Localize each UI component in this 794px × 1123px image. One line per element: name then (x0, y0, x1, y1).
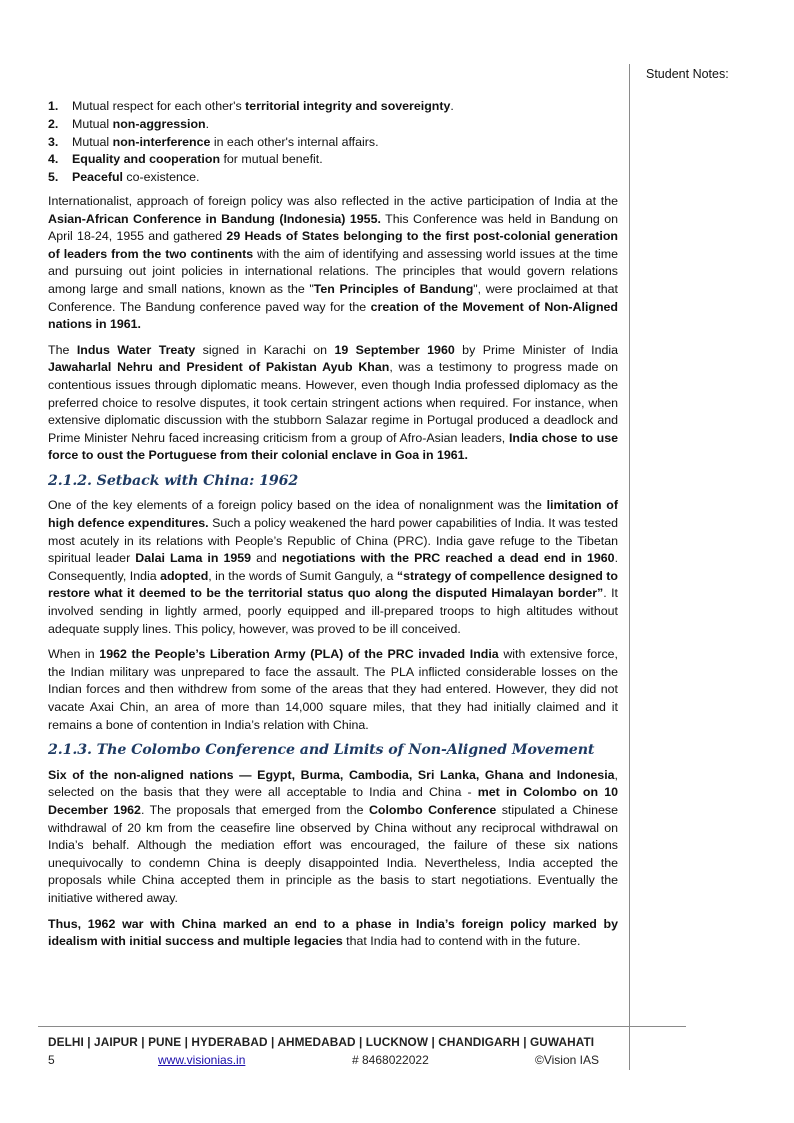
text-run: . Consequently, India (48, 551, 619, 583)
text-run: co-existence. (122, 170, 200, 185)
body-paragraph (48, 193, 618, 334)
principle-item (48, 134, 618, 152)
body-paragraph (48, 646, 618, 734)
text-run: for mutual benefit. (220, 152, 323, 167)
text-run: Mutual (72, 134, 113, 149)
emphasis-text: Peaceful (72, 170, 123, 185)
text-run: , selected on the basis that they were all acceptable to India and China - (48, 767, 618, 800)
emphasis-text: 29 Heads of States belonging to the first post-colonial generation of leaders from the two continents (48, 229, 618, 261)
emphasis-text: India chose to use force to oust the Portuguese from their colonial enclave in Goa in 1961. (48, 430, 618, 463)
emphasis-text: Dalai Lama in 1959 (135, 551, 252, 566)
text-run: . (450, 99, 454, 113)
principles-list (48, 98, 618, 187)
section-heading-colombo-conference: 2.1.3. The Colombo Conference and Limits of Non-Aligned Movement (48, 742, 595, 759)
body-paragraph (48, 497, 618, 638)
emphasis-text: met in Colombo on 10 December 1962 (48, 785, 618, 817)
footer-cities: DELHI | JAIPUR | PUNE | HYDERABAD | AHMEDABAD | LUCKNOW | CHANDIGARH | GUWAHATI (48, 1035, 595, 1049)
principle-item (48, 116, 618, 134)
emphasis-text: Jawaharlal Nehru and President of Pakistan Ayub Khan (48, 360, 390, 375)
page-number: 5 (48, 1053, 55, 1067)
emphasis-text: 1962 the People’s Liberation Army (PLA) of the PRC invaded India (99, 647, 499, 662)
emphasis-text: non-aggression (112, 116, 206, 131)
text-run: in each other's internal affairs. (210, 134, 379, 149)
website-link[interactable]: www.visionias.in (158, 1053, 246, 1067)
text-run: Mutual respect for each other's (72, 99, 246, 113)
phone-number: # 8468022022 (352, 1053, 429, 1067)
emphasis-text: Asian-African Conference in Bandung (Indonesia) 1955. (48, 211, 381, 226)
emphasis-text: Indus Water Treaty (76, 342, 196, 357)
body-paragraph (48, 916, 618, 951)
text-run: by Prime Minister of India (454, 342, 619, 357)
emphasis-text: territorial integrity and sovereignty (245, 99, 451, 113)
list-number: 4. (48, 152, 59, 167)
emphasis-text: Colombo Conference (368, 802, 497, 817)
text-run: that India had to contend with in the future. (342, 934, 581, 949)
emphasis-text: adopted (160, 568, 209, 583)
body-paragraph (48, 767, 618, 908)
student-notes-label: Student Notes: (646, 67, 729, 81)
principle-item (48, 151, 618, 169)
emphasis-text: Equality and cooperation (72, 152, 221, 167)
copyright-text: ©Vision IAS (535, 1053, 599, 1067)
text-run: Such a policy weakened the hard power capabilities of India. It was tested most acutely in its relations with People’s Republic of China (PRC). India gave refuge to the Tibetan spiritual leader (48, 516, 618, 566)
emphasis-text: non-interference (112, 134, 211, 149)
emphasis-text: creation of the Movement of Non-Aligned nations in 1961. (48, 299, 618, 332)
list-number: 1. (48, 99, 59, 113)
text-run: with extensive force, the Indian military was unprepared to face the assault. The PLA inflicted considerable losses on the Indian forces and then withdrew from some of the areas that they had entered. However, they did not vacate Axai Chin, an area of more than 14,000 square miles, that they had initially claimed and it remains a bone of contention in India’s relation with China. (48, 647, 618, 732)
main-content (48, 98, 618, 959)
emphasis-text: Six of the non-aligned nations — Egypt, Burma, Cambodia, Sri Lanka, Ghana and Indonesia (48, 767, 615, 782)
emphasis-text: 19 September 1960 (334, 342, 455, 357)
list-number: 5. (48, 170, 59, 185)
text-run: , was a testimony to progress made on contentious issues through diplomatic means. However, even though India professed diplomacy as the preferred choice to resolve disputes, it took certain stringent actions when required. For instance, when extensive diplomatic discussion with the stubborn Salazar regime in Portugal produced a deadlock and Prime Minister Nehru faced increasing criticism from a group of Afro-Asian leaders, (48, 360, 618, 445)
text-run: ", were proclaimed at that Conference. The Bandung conference paved way for the (48, 281, 618, 314)
text-run: . (205, 116, 210, 131)
emphasis-text: Ten Principles of Bandung (313, 281, 474, 296)
text-run: One of the key elements of a foreign policy based on the idea of nonalignment was the (48, 498, 547, 513)
footer-divider (38, 1026, 686, 1027)
list-number: 3. (48, 134, 59, 149)
emphasis-text: negotiations with the PRC reached a dead end in 1960 (281, 551, 615, 566)
intro-paragraphs (48, 193, 618, 465)
text-run: The (48, 342, 77, 357)
list-number: 2. (48, 116, 59, 131)
text-run: Mutual (72, 116, 113, 131)
body-paragraph (48, 342, 618, 465)
text-run: . It involved sending in lightly armed, poorly equipped and ill-prepared troops to high altitudes without adequate supply lines. This policy, however, was proved to be ill conceived. (48, 586, 618, 636)
section-heading-setback-china: 2.1.2. Setback with China: 1962 (48, 472, 299, 489)
text-run: This Conference was held in Bandung on April 18-24, 1955 and gathered (48, 211, 618, 244)
text-run: , in the words of Sumit Ganguly, a (208, 568, 397, 583)
text-run: When in (48, 647, 100, 662)
emphasis-text: “strategy of compellence designed to restore what it deemed to be the territorial status quo along the disputed Himalayan border” (48, 568, 618, 601)
text-run: signed in Karachi on (195, 342, 335, 357)
colombo-paragraphs (48, 767, 618, 951)
text-run: stipulated a Chinese withdrawal of 20 km from the ceasefire line observed by China without any reciprocal withdrawal on India’s behalf. Although the mediation effort was encouraged, the failure of these six nations unequivocally to condemn China is deeply disappointed India. Nevertheless, India accepted the proposals while China accepted them in principle as the basis to start negotiations. Eventually the initiative withered away. (48, 802, 619, 905)
text-run: with the aim of identifying and assessing world issues at the time and pursuing out joint policies in international relations. The principles that would govern relations among large and small nations, known as the " (48, 246, 618, 296)
principle-item (48, 98, 618, 116)
text-run: and (251, 551, 282, 566)
principle-item (48, 169, 618, 187)
emphasis-text: limitation of high defence expenditures. (48, 498, 618, 531)
emphasis-text: Thus, 1962 war with China marked an end to a phase in India’s foreign policy marked by idealism with initial success and multiple legacies (48, 916, 618, 949)
setback-paragraphs (48, 497, 618, 734)
notes-column-divider (629, 64, 630, 1070)
text-run: Internationalist, approach of foreign policy was also reflected in the active participation of India at the (48, 193, 618, 208)
text-run: . The proposals that emerged from the (140, 802, 369, 817)
